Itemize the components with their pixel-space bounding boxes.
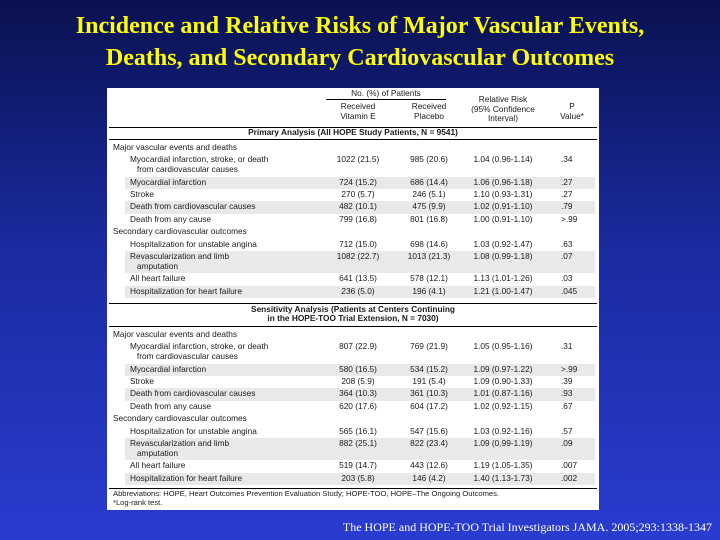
cell-p-value: .67 bbox=[561, 400, 573, 411]
table-row bbox=[111, 364, 595, 376]
slide-title bbox=[0, 10, 720, 74]
cell-relative-risk: 1.21 (1.00-1.47) bbox=[473, 285, 533, 296]
row-label: Revascularization and limb amputation bbox=[130, 251, 230, 271]
cell-vitamin-e: 799 (16.8) bbox=[339, 213, 377, 224]
table-row bbox=[111, 426, 595, 438]
cell-p-value: .045 bbox=[561, 285, 578, 296]
citation: The HOPE and HOPE-TOO Trial Investigators JAMA. 2005;293:1338-1347 bbox=[342, 520, 712, 534]
cell-relative-risk: 1.40 (1.13-1.73) bbox=[473, 472, 533, 483]
table-row bbox=[111, 201, 595, 213]
cell-placebo: 985 (20.6) bbox=[410, 154, 448, 165]
table-row bbox=[111, 401, 595, 413]
group-heading-row bbox=[111, 142, 595, 154]
cell-relative-risk: 1.03 (0.92-1.16) bbox=[473, 425, 533, 436]
group-heading-row bbox=[111, 413, 595, 425]
table-row bbox=[111, 189, 595, 201]
title-line-2: Deaths, and Secondary Cardiovascular Outcomes bbox=[105, 45, 615, 71]
cell-placebo: 578 (12.1) bbox=[410, 273, 448, 284]
table-row bbox=[111, 239, 595, 251]
table-row bbox=[111, 473, 595, 485]
cell-relative-risk: 1.09 (0.99-1.19) bbox=[473, 438, 533, 448]
cell-p-value: .27 bbox=[561, 189, 573, 199]
cell-p-value: .27 bbox=[561, 176, 573, 187]
cell-placebo: 246 (5.1) bbox=[412, 189, 446, 199]
results-table bbox=[107, 88, 599, 510]
cell-p-value: .34 bbox=[561, 154, 573, 165]
row-label: Death from cardiovascular causes bbox=[130, 201, 256, 212]
cell-relative-risk: 1.04 (0.96-1.14) bbox=[473, 154, 533, 165]
cell-vitamin-e: 208 (5.9) bbox=[341, 376, 375, 386]
footnote-log-rank: *Log-rank test. bbox=[113, 498, 163, 507]
group-heading-row bbox=[111, 329, 595, 341]
cell-p-value: .007 bbox=[561, 460, 578, 471]
cell-vitamin-e: 882 (25.1) bbox=[339, 438, 377, 448]
cell-relative-risk: 1.06 (0.96-1.18) bbox=[473, 176, 533, 187]
row-label: Myocardial infarction, stroke, or death from cardiovascular causes bbox=[130, 341, 269, 362]
table-row bbox=[111, 376, 595, 388]
cell-placebo: 698 (14.6) bbox=[410, 238, 448, 249]
cell-relative-risk: 1.13 (1.01-1.26) bbox=[473, 273, 533, 284]
cell-relative-risk: 1.10 (0.93-1.31) bbox=[473, 189, 533, 199]
cell-relative-risk: 1.09 (0.90-1.33) bbox=[473, 376, 533, 386]
row-label: Myocardial infarction, stroke, or death from cardiovascular causes bbox=[130, 154, 269, 175]
cell-p-value: .03 bbox=[561, 273, 573, 284]
cell-vitamin-e: 1022 (21.5) bbox=[336, 154, 380, 165]
cell-relative-risk: 1.02 (0.92-1.15) bbox=[473, 400, 533, 411]
cell-vitamin-e: 724 (15.2) bbox=[339, 176, 377, 187]
sensitivity-section-title-2: in the HOPE-TOO Trial Extension, N = 7030) bbox=[267, 313, 439, 323]
row-label: Hospitalization for unstable angina bbox=[130, 238, 257, 249]
col-header-placebo: Received Placebo bbox=[411, 101, 447, 121]
cell-relative-risk: 1.09 (0.97-1.22) bbox=[473, 363, 533, 374]
cell-p-value: .79 bbox=[561, 201, 573, 212]
footnote bbox=[113, 489, 597, 507]
table-row bbox=[111, 438, 595, 460]
row-label: Myocardial infarction bbox=[130, 176, 207, 187]
cell-vitamin-e: 712 (15.0) bbox=[339, 238, 377, 249]
cell-vitamin-e: 565 (16.1) bbox=[339, 425, 377, 436]
cell-relative-risk: 1.00 (0.91-1.10) bbox=[473, 213, 533, 224]
cell-p-value: >.99 bbox=[561, 213, 578, 224]
cell-placebo: 686 (14.4) bbox=[410, 176, 448, 187]
col-header-p-value: P Value* bbox=[560, 101, 584, 121]
cell-vitamin-e: 236 (5.0) bbox=[341, 285, 375, 296]
row-label: Stroke bbox=[130, 189, 154, 199]
cell-vitamin-e: 270 (5.7) bbox=[341, 189, 375, 199]
cell-relative-risk: 1.01 (0.87-1.16) bbox=[473, 388, 533, 399]
cell-vitamin-e: 364 (10.3) bbox=[339, 388, 377, 399]
cell-vitamin-e: 620 (17.6) bbox=[339, 400, 377, 411]
cell-placebo: 769 (21.9) bbox=[410, 341, 448, 352]
sensitivity-section-title-1: Sensitivity Analysis (Patients at Centers Continuing bbox=[251, 304, 455, 314]
primary-section-title: Primary Analysis (All HOPE Study Patients, N = 9541) bbox=[248, 127, 458, 137]
cell-p-value: .31 bbox=[561, 341, 573, 352]
cell-p-value: .93 bbox=[561, 388, 573, 399]
cell-placebo: 196 (4.1) bbox=[412, 285, 446, 296]
row-label: Major vascular events and deaths bbox=[113, 329, 238, 339]
row-label: Death from cardiovascular causes bbox=[130, 388, 256, 399]
cell-placebo: 801 (16.8) bbox=[410, 213, 448, 224]
row-label: Myocardial infarction bbox=[130, 363, 207, 374]
table-row bbox=[111, 388, 595, 400]
cell-p-value: .63 bbox=[561, 238, 573, 249]
cell-vitamin-e: 203 (5.8) bbox=[341, 472, 375, 483]
row-label: All heart failure bbox=[130, 273, 186, 284]
table-row bbox=[111, 286, 595, 298]
cell-placebo: 534 (15.2) bbox=[410, 363, 448, 374]
col-header-vitamin-e: Received Vitamin E bbox=[340, 101, 376, 121]
row-label: Death from any cause bbox=[130, 213, 212, 224]
sensitivity-section-rule bbox=[109, 326, 597, 327]
cell-vitamin-e: 1082 (22.7) bbox=[336, 251, 380, 261]
cell-placebo: 604 (17.2) bbox=[410, 400, 448, 411]
row-label: Hospitalization for unstable angina bbox=[130, 425, 257, 436]
cell-placebo: 1013 (21.3) bbox=[407, 251, 451, 261]
cell-relative-risk: 1.02 (0.91-1.10) bbox=[473, 201, 533, 212]
table-row bbox=[111, 214, 595, 226]
table-row bbox=[111, 177, 595, 189]
cell-vitamin-e: 580 (16.5) bbox=[339, 363, 377, 374]
cell-vitamin-e: 641 (13.5) bbox=[339, 273, 377, 284]
group-heading-row bbox=[111, 226, 595, 238]
cell-vitamin-e: 482 (10.1) bbox=[339, 201, 377, 212]
table-row bbox=[111, 341, 595, 363]
table-row bbox=[111, 154, 595, 176]
row-label: Major vascular events and deaths bbox=[113, 142, 238, 152]
cell-p-value: .39 bbox=[561, 376, 573, 386]
cell-placebo: 547 (15.6) bbox=[410, 425, 448, 436]
cell-vitamin-e: 807 (22.9) bbox=[339, 341, 377, 352]
table-row bbox=[111, 251, 595, 273]
row-label: Hospitalization for heart failure bbox=[130, 285, 243, 296]
cell-placebo: 443 (12.6) bbox=[410, 460, 448, 471]
cell-p-value: .57 bbox=[561, 425, 573, 436]
cell-placebo: 475 (9.9) bbox=[412, 201, 446, 212]
cell-p-value: .09 bbox=[561, 438, 573, 448]
row-label: Stroke bbox=[130, 376, 154, 386]
cell-relative-risk: 1.05 (0.95-1.16) bbox=[473, 341, 533, 352]
table-row bbox=[111, 273, 595, 285]
table-row bbox=[111, 460, 595, 472]
cell-p-value: .002 bbox=[561, 472, 578, 483]
cell-vitamin-e: 519 (14.7) bbox=[339, 460, 377, 471]
row-label: Death from any cause bbox=[130, 400, 212, 411]
row-label: Secondary cardiovascular outcomes bbox=[113, 226, 247, 237]
row-label: Hospitalization for heart failure bbox=[130, 472, 243, 483]
row-label: Secondary cardiovascular outcomes bbox=[113, 413, 247, 424]
footnote-abbreviations: Abbreviations: HOPE, Heart Outcomes Prevention Evaluation Study; HOPE-TOO, HOPE–The Ongoing Outcomes. bbox=[113, 489, 500, 498]
group-header: No. (%) of Patients bbox=[326, 89, 446, 100]
row-label: Revascularization and limb amputation bbox=[130, 438, 230, 458]
cell-relative-risk: 1.19 (1.05-1.35) bbox=[473, 460, 533, 471]
row-label: All heart failure bbox=[130, 460, 186, 471]
cell-p-value: .07 bbox=[561, 251, 573, 261]
cell-placebo: 146 (4.2) bbox=[412, 472, 446, 483]
cell-relative-risk: 1.08 (0.99-1.18) bbox=[473, 251, 533, 261]
title-line-1: Incidence and Relative Risks of Major Vascular Events, bbox=[75, 13, 645, 39]
cell-placebo: 361 (10.3) bbox=[410, 388, 448, 399]
cell-relative-risk: 1.03 (0.92-1.47) bbox=[473, 238, 533, 249]
primary-section-rule bbox=[109, 139, 597, 140]
cell-p-value: >.99 bbox=[561, 363, 578, 374]
col-header-relative-risk: Relative Risk (95% Confidence Interval) bbox=[471, 94, 535, 124]
cell-placebo: 191 (5.4) bbox=[412, 376, 446, 386]
cell-placebo: 822 (23.4) bbox=[410, 438, 448, 448]
